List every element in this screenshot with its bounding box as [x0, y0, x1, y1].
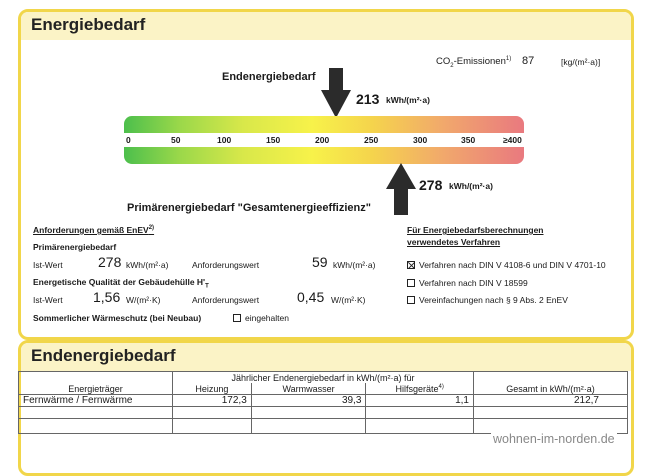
primaerenergie-value: 278 [419, 177, 443, 193]
waermeschutz-label: Sommerlicher Wärmeschutz (bei Neubau) [33, 313, 202, 323]
gebaeudehuelle-heading-text: Energetische Qualität der Gebäudehülle H' [33, 277, 206, 287]
ist-wert-2-value: 1,56 [93, 289, 121, 305]
table-row [19, 395, 628, 407]
header-jaehrlich: Jährlicher Endenergiebedarf in kWh/(m²·a) für [173, 372, 474, 384]
table-row-empty [19, 407, 628, 419]
table-header-row-1 [19, 372, 628, 384]
verfahren-2-checkbox[interactable] [407, 279, 415, 287]
anforderungen-title [33, 225, 154, 235]
scale-tick: ≥400 [503, 135, 522, 145]
header-heizung: Heizung [173, 383, 252, 395]
endenergie-arrow-icon [321, 68, 351, 118]
endenergie-unit: kWh/(m²·a) [386, 95, 430, 105]
ist-wert-unit: kWh/(m²·a) [126, 260, 169, 270]
cell-hilfs: 1,1 [366, 395, 474, 407]
verfahren-title-2: verwendetes Verfahren [407, 237, 501, 247]
ist-wert-value: 278 [98, 254, 122, 270]
eingehalten-checkbox[interactable] [233, 314, 241, 322]
co2-emissionen [436, 56, 511, 69]
endenergiebedarf-header [21, 343, 631, 371]
co2-sup: 1) [505, 56, 512, 62]
energiebedarf-title: Energiebedarf [31, 15, 146, 34]
header-gesamt: Gesamt in kWh/(m²·a) [474, 372, 628, 395]
watermark: wohnen-im-norden.de [493, 432, 615, 446]
cell-traeger: Fernwärme / Fernwärme [19, 395, 173, 407]
cell-gesamt: 212,7 [474, 395, 628, 407]
scale-tick: 200 [315, 135, 330, 145]
scale-tick: 350 [461, 135, 476, 145]
primaerenergie-heading: Primärenergiebedarf [33, 242, 117, 252]
co2-unit: [kg/(m²·a)] [561, 57, 601, 67]
anf-wert-unit: kWh/(m²·a) [333, 260, 376, 270]
cell-empty [366, 419, 474, 434]
cell-empty [19, 419, 173, 434]
anf-wert-label: Anforderungswert [192, 260, 260, 270]
cell-empty [474, 407, 628, 419]
endenergiebedarf-title: Endenergiebedarf [31, 346, 176, 365]
header-hilfsgeraete-text: Hilfsgeräte [395, 383, 439, 394]
co2-value: 87 [522, 55, 535, 67]
cell-empty [366, 407, 474, 419]
verfahren-3-checkbox[interactable] [407, 296, 415, 304]
co2-label: CO [436, 56, 451, 68]
verfahren-option-1[interactable] [407, 260, 606, 270]
cell-empty [251, 407, 366, 419]
cell-empty [173, 419, 252, 434]
ist-wert-2-unit: W/(m²·K) [126, 295, 161, 305]
cell-empty [173, 407, 252, 419]
header-energietraeger: Energieträger [19, 372, 173, 395]
header-hilfsgeraete [366, 383, 474, 395]
verfahren-title-1: Für Energiebedarfsberechnungen [407, 225, 544, 235]
scale-tick: 50 [171, 135, 181, 145]
header-warmwasser: Warmwasser [251, 383, 366, 395]
anf-wert-value: 59 [312, 254, 328, 270]
eingehalten-option[interactable] [233, 313, 289, 323]
primaerenergie-arrow-icon [386, 163, 416, 215]
primaerenergie-label: Primärenergiebedarf "Gesamtenergieeffizienz" [127, 202, 371, 214]
anforderungen-sup: 2) [148, 225, 155, 232]
scale-tick: 0 [126, 135, 131, 145]
ist-wert-2-label: Ist-Wert [33, 295, 63, 305]
scale-tick: 300 [413, 135, 428, 145]
co2-sub: 2 [450, 63, 454, 70]
endenergiebedarf-table [18, 371, 628, 434]
verfahren-3-label: Vereinfachungen nach § 9 Abs. 2 EnEV [419, 295, 568, 305]
verfahren-1-label: Verfahren nach DIN V 4108-6 und DIN V 4701-10 [419, 260, 606, 270]
cell-empty [19, 407, 173, 419]
eingehalten-label: eingehalten [245, 313, 289, 323]
gebaeudehuelle-heading [33, 277, 209, 290]
primaerenergie-unit: kWh/(m²·a) [449, 181, 493, 191]
endenergie-value: 213 [356, 91, 380, 107]
verfahren-option-3[interactable] [407, 295, 568, 305]
scale-tick: 150 [266, 135, 281, 145]
verfahren-1-checkbox[interactable] [407, 261, 415, 269]
cell-warmwasser: 39,3 [251, 395, 366, 407]
energiebedarf-header [21, 12, 631, 40]
endenergie-label: Endenergiebedarf [222, 71, 316, 83]
header-hilfsgeraete-sup: 4) [438, 383, 444, 390]
cell-empty [251, 419, 366, 434]
gebaeudehuelle-sub: T [205, 283, 209, 290]
anf-wert-2-label: Anforderungswert [192, 295, 260, 305]
anf-wert-2-value: 0,45 [297, 289, 325, 305]
ist-wert-label: Ist-Wert [33, 260, 63, 270]
anforderungen-title-text: Anforderungen gemäß EnEV [33, 225, 149, 235]
verfahren-option-2[interactable] [407, 278, 528, 288]
scale-tick: 250 [364, 135, 379, 145]
scale-tick: 100 [217, 135, 232, 145]
anf-wert-2-unit: W/(m²·K) [331, 295, 366, 305]
verfahren-2-label: Verfahren nach DIN V 18599 [419, 278, 528, 288]
co2-label-rest: -Emissionen [453, 56, 506, 68]
cell-heizung: 172,3 [173, 395, 252, 407]
